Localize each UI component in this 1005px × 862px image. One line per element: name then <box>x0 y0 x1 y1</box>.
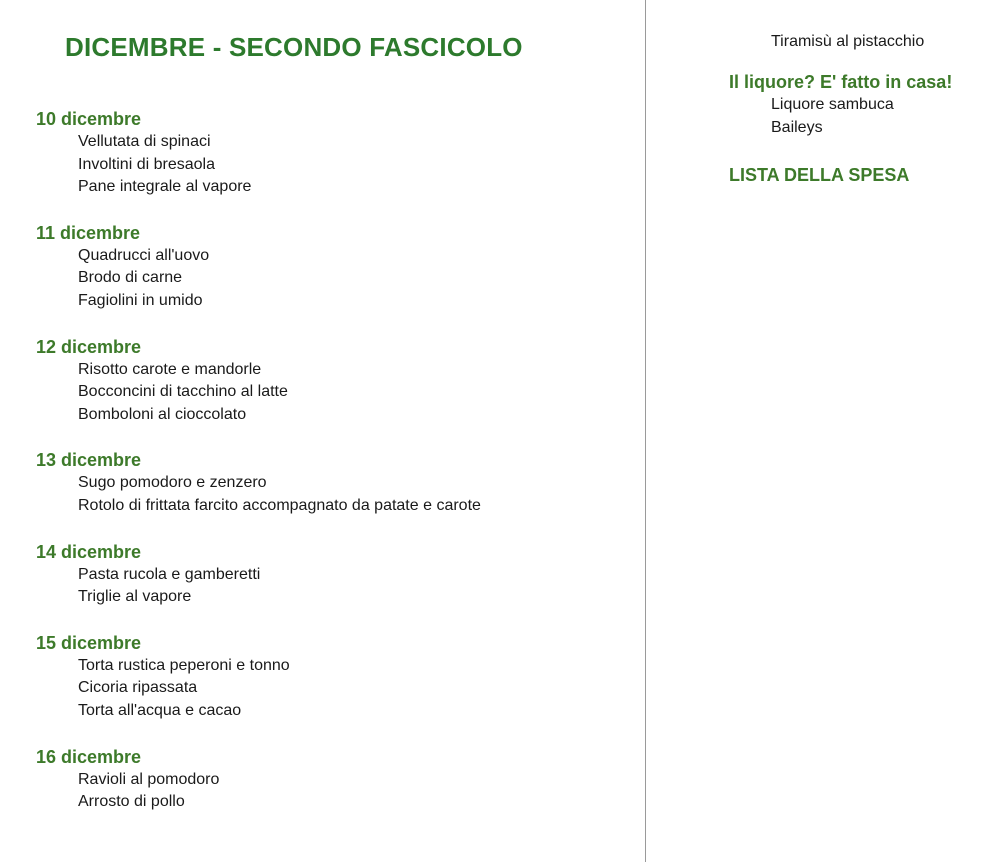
day-block-14 <box>36 540 636 609</box>
day-heading: 11 dicembre <box>36 222 141 243</box>
shopping-list-heading: LISTA DELLA SPESA <box>729 165 910 185</box>
day-block-15 <box>36 631 636 723</box>
day-block-10 <box>36 107 636 199</box>
day-heading: 14 dicembre <box>36 541 142 562</box>
right-page <box>646 0 1005 862</box>
day-heading: 10 dicembre <box>36 109 142 129</box>
day-heading: 12 dicembre <box>36 336 142 357</box>
dish-item: Pane integrale al vapore <box>78 178 252 196</box>
day-heading: 13 dicembre <box>36 450 142 471</box>
day-heading: 15 dicembre <box>36 632 142 653</box>
day-list <box>36 107 636 836</box>
day-block-11 <box>36 221 636 313</box>
dish-item: Quadrucci all'uovo <box>78 246 210 264</box>
day-block-13 <box>36 448 636 517</box>
dish-item: Baileys <box>771 118 823 136</box>
liquor-heading: Il liquore? E' fatto in casa! <box>729 72 953 92</box>
dish-item: Triglie al vapore <box>78 588 192 606</box>
dish-item: Torta rustica peperoni e tonno <box>78 656 290 674</box>
dish-item: Bocconcini di tacchino al latte <box>78 383 288 401</box>
dish-item: Fagiolini in umido <box>78 291 203 309</box>
day-block-12 <box>36 335 636 427</box>
dish-item: Torta all'acqua e cacao <box>78 701 242 719</box>
dish-item: Risotto carote e mandorle <box>78 360 262 378</box>
day-block-16 <box>36 745 636 814</box>
day-heading: 16 dicembre <box>36 746 142 767</box>
page-title: DICEMBRE - SECONDO FASCICOLO <box>65 32 523 62</box>
dish-item: Brodo di carne <box>78 269 183 287</box>
dish-item: Vellutata di spinaci <box>78 133 211 150</box>
dish-item: Bomboloni al cioccolato <box>78 405 247 423</box>
dish-item: Cicoria ripassata <box>78 679 198 697</box>
dish-item: Sugo pomodoro e zenzero <box>78 474 267 492</box>
liquor-section <box>729 70 999 139</box>
dish-item: Pasta rucola e gamberetti <box>78 565 261 583</box>
dish-item: Ravioli al pomodoro <box>78 770 220 788</box>
dish-item: Arrosto di pollo <box>78 793 185 811</box>
dish-item: Tiramisù al pistacchio <box>771 33 925 50</box>
dish-item: Rotolo di frittata farcito accompagnato da patate e carote <box>78 496 481 514</box>
dish-item: Liquore sambuca <box>771 96 894 113</box>
dish-item: Involtini di bresaola <box>78 155 215 173</box>
